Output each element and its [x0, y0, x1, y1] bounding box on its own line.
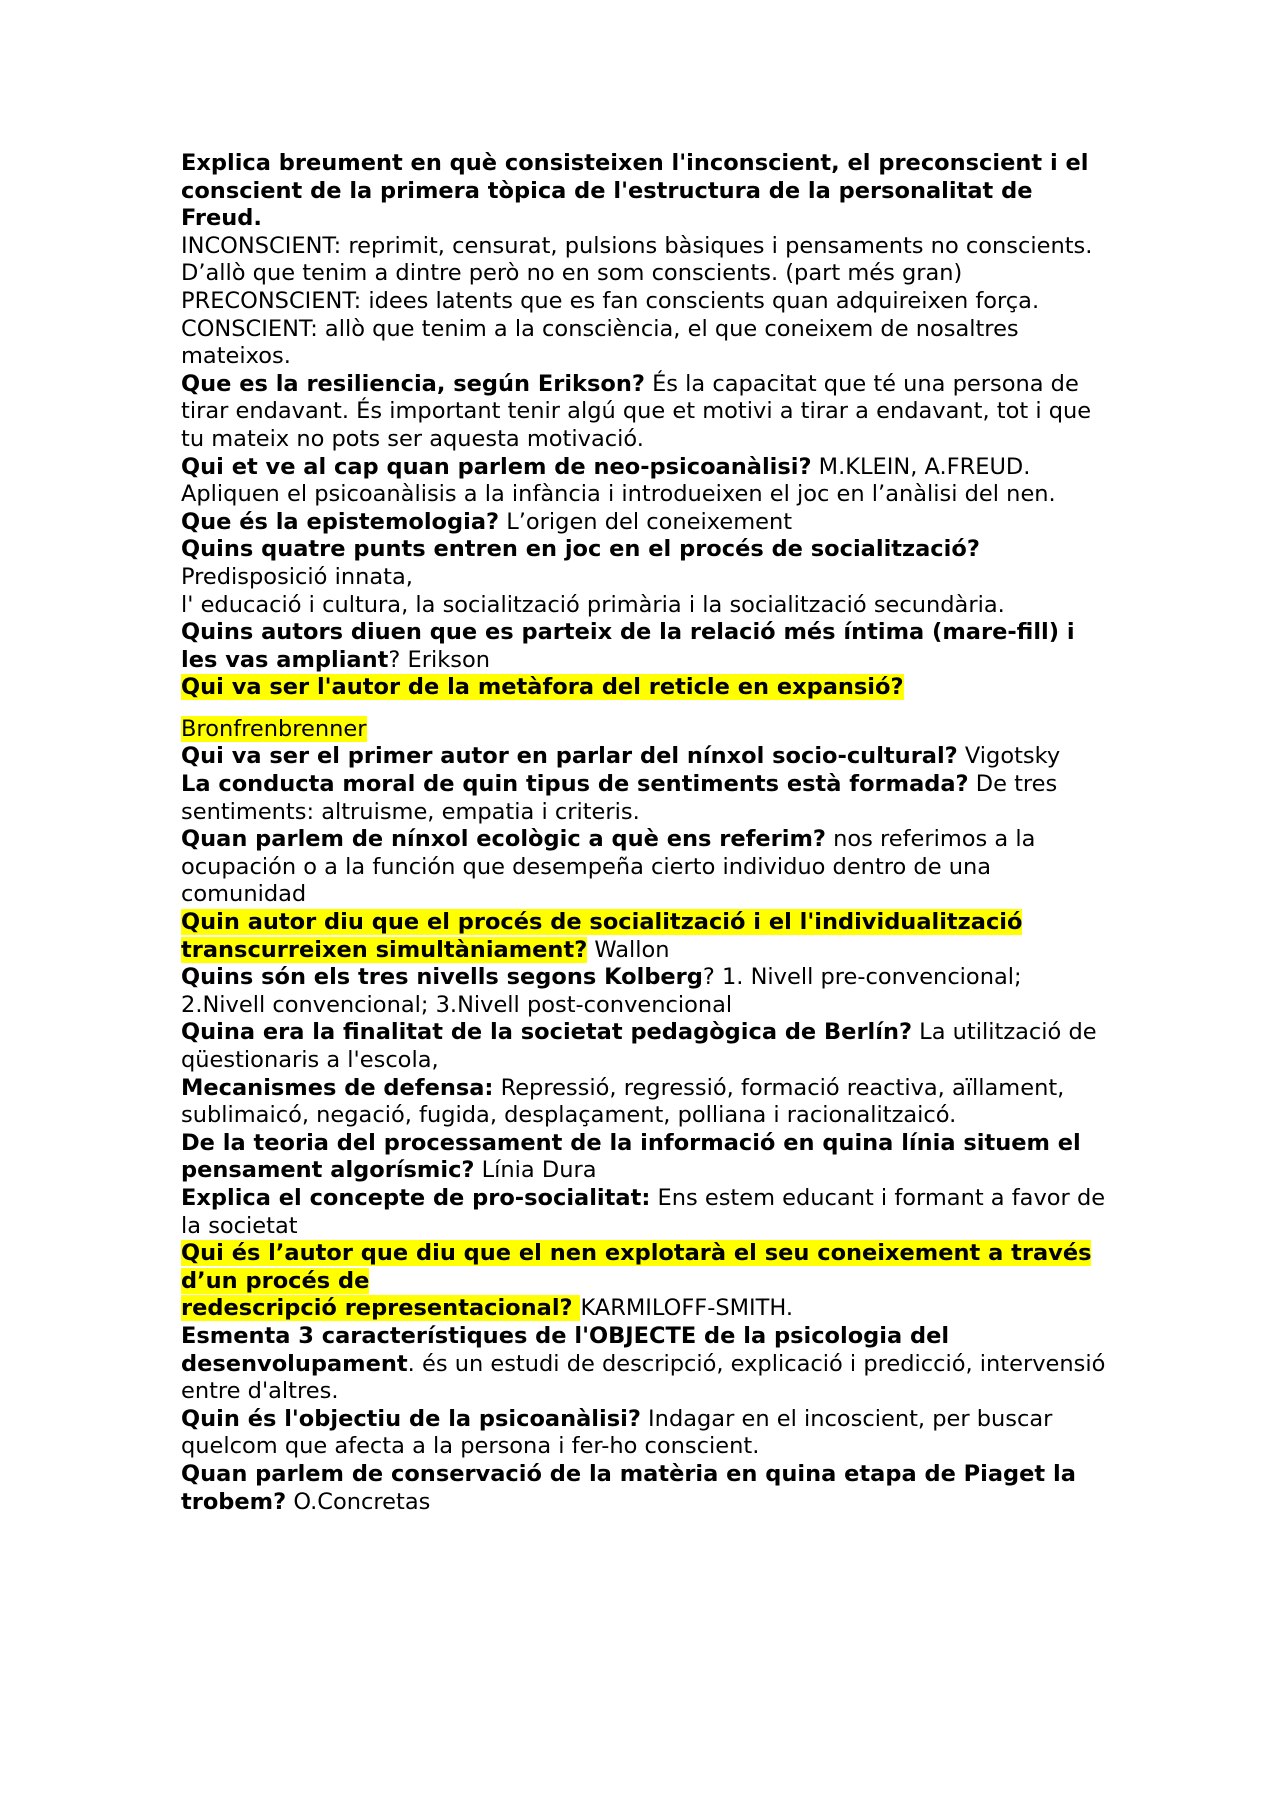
paragraph [181, 564, 1106, 592]
paragraph-highlighted [181, 674, 1106, 702]
answer-text: Predisposició innata, [181, 563, 413, 590]
paragraph-highlighted [181, 1295, 1106, 1323]
answer-text: CONSCIENT: allò que tenim a la consciència, el que coneixem de nosaltres mateixos. [181, 315, 1019, 370]
question-text: Explica el concepte de pro-socialitat: [181, 1184, 651, 1211]
paragraph [181, 1075, 1106, 1130]
question-text: Que és la epistemologia? [181, 508, 500, 535]
paragraph-highlighted [181, 909, 1106, 964]
paragraph [181, 1185, 1106, 1240]
answer-text: M.KLEIN, A.FREUD. Apliquen el psicoanàlisis a la infància i introdueixen el joc en l’anàlisi del nen. [181, 453, 1056, 508]
paragraph [181, 288, 1106, 316]
answer-text: PRECONSCIENT: idees latents que es fan conscients quan adquireixen força. [181, 287, 1040, 314]
question-text: Qui va ser l'autor de la metàfora del reticle en expansió? [181, 674, 904, 701]
paragraph [181, 1323, 1106, 1406]
question-text: Quins quatre punts entren en joc en el procés de socialització? [181, 536, 980, 563]
question-text: De la teoria del processament de la informació en quina línia situem el pensament algorísmic? [181, 1129, 1081, 1184]
paragraph [181, 371, 1106, 454]
answer-text: KARMILOFF-SMITH. [580, 1295, 794, 1322]
paragraph [181, 771, 1106, 826]
question-text: Qui va ser el primer autor en parlar del nínxol socio-cultural? [181, 743, 958, 770]
question-text: Quina era la finalitat de la societat pedagògica de Berlín? [181, 1019, 913, 1046]
paragraph [181, 1461, 1106, 1516]
paragraph [181, 1130, 1106, 1185]
paragraph [181, 150, 1106, 233]
answer-text: L’origen del coneixement [499, 508, 793, 535]
paragraph [181, 964, 1106, 1019]
answer-text: nos referimos a la ocupación o a la función que desempeña cierto individuo dentro de una comunidad [181, 826, 1036, 908]
answer-text: l' educació i cultura, la socialització primària i la socialització secundària. [181, 591, 1005, 618]
answer-text: Vigotsky [957, 743, 1061, 770]
paragraph [181, 826, 1106, 909]
paragraph [181, 233, 1106, 288]
question-text: Que es la resiliencia, según Erikson? [181, 370, 645, 397]
paragraph [181, 592, 1106, 620]
paragraph [181, 454, 1106, 509]
answer-text: Línia Dura [474, 1157, 597, 1184]
question-text: Qui et ve al cap quan parlem de neo-psicoanàlisi? [181, 453, 812, 480]
paragraph-highlighted [181, 1240, 1106, 1295]
question-text: Mecanismes de defensa: [181, 1074, 494, 1101]
paragraph [181, 743, 1106, 771]
answer-text: De tres sentiments: altruisme, empatia i criteris. [181, 771, 1058, 825]
paragraph-highlighted [181, 716, 1106, 744]
answer-text: ? 1. Nivell pre-convencional; 2.Nivell convencional; 3.Nivell post-convencional [181, 964, 1022, 1018]
answer-text: . és un estudi de descripció, explicació i predicció, intervensió entre d'altres. [181, 1350, 1106, 1405]
question-text: Quan parlem de conservació de la matèria en quina etapa de Piaget la trobem? [181, 1460, 1076, 1515]
question-text: Qui és l’autor que diu que el nen explotarà el seu coneixement a través d’un procés de [181, 1240, 1092, 1294]
answer-text: Bronfrenbrenner [181, 715, 367, 742]
answer-text: ? Erikson [388, 646, 490, 673]
document-body [181, 150, 1106, 1516]
question-text: Quins són els tres nivells segons Kolberg [181, 964, 703, 991]
paragraph [181, 536, 1106, 564]
paragraph [181, 316, 1106, 371]
paragraph [181, 509, 1106, 537]
paragraph [181, 619, 1106, 674]
question-text: Explica breument en què consisteixen l'inconscient, el preconscient i el conscient de la primera tòpica de l'estructura de la personalitat de Freud. [181, 150, 1089, 232]
answer-text: Repressió, regressió, formació reactiva, aïllament, sublimaicó, negació, fugida, desplaçament, polliana i racionalitzaicó. [181, 1074, 1065, 1129]
answer-text: La utilització de qüestionaris a l'escola, [181, 1019, 1097, 1073]
answer-text: Ens estem educant i formant a favor de la societat [181, 1184, 1106, 1239]
answer-text: O.Concretas [286, 1488, 431, 1515]
question-text: Quan parlem de nínxol ecològic a què ens referim? [181, 826, 826, 853]
question-text: Quin és l'objectiu de la psicoanàlisi? [181, 1405, 641, 1432]
answer-text: Wallon [587, 936, 670, 963]
question-text: La conducta moral de quin tipus de sentiments està formada? [181, 771, 969, 798]
answer-text: INCONSCIENT: reprimit, censurat, pulsions bàsiques i pensaments no conscients. D’allò que tenim a dintre però no en som conscients. (part més gran) [181, 232, 1093, 287]
paragraph [181, 1019, 1106, 1074]
question-text: Esmenta 3 característiques de l'OBJECTE de la psicologia del desenvolupament [181, 1322, 950, 1377]
question-text: Quins autors diuen que es parteix de la relació més íntima (mare-fill) i les vas ampliant [181, 619, 1075, 673]
paragraph [181, 1406, 1106, 1461]
question-text: Quin autor diu que el procés de socialització i el l'individualització transcurreixen simultàniament? [181, 909, 1023, 963]
answer-text: Indagar en el incoscient, per buscar quelcom que afecta a la persona i fer-ho conscient. [181, 1405, 1053, 1460]
question-text: redescripció representacional? [181, 1295, 581, 1322]
answer-text: És la capacitat que té una persona de tirar endavant. És important tenir algú que et motivi a tirar a endavant, tot i que tu mateix no pots ser aquesta motivació. [181, 370, 1092, 452]
